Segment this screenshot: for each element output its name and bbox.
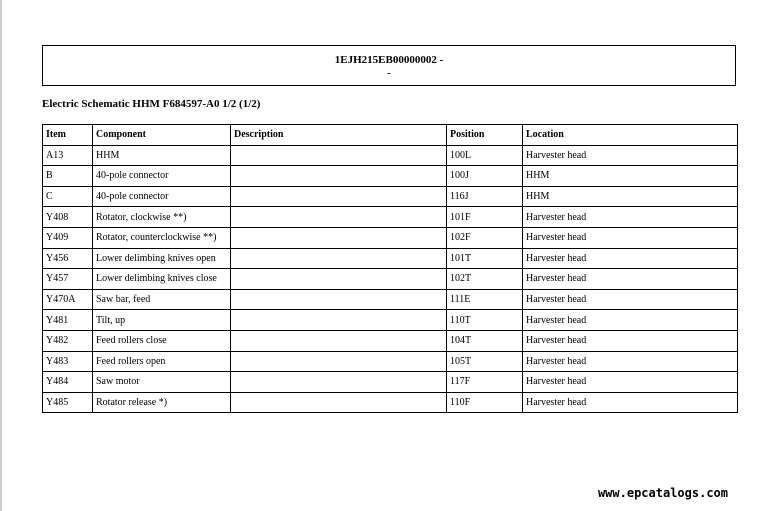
table-row <box>43 392 738 413</box>
cell-position: 110F <box>447 392 523 413</box>
watermark-url: www.epcatalogs.com <box>597 486 728 500</box>
cell-description <box>231 289 447 310</box>
cell-description <box>231 392 447 413</box>
cell-location: HHM <box>523 166 738 187</box>
cell-component: Saw bar, feed <box>93 289 231 310</box>
cell-location: HHM <box>523 186 738 207</box>
cell-location: Harvester head <box>523 289 738 310</box>
cell-description <box>231 207 447 228</box>
column-header-item: Item <box>43 125 93 146</box>
page-edge-rule <box>0 0 2 511</box>
cell-item: Y408 <box>43 207 93 228</box>
cell-position: 102F <box>447 227 523 248</box>
column-header-component: Component <box>93 125 231 146</box>
page-title: Electric Schematic HHM F684597-A0 1/2 (1/2) <box>42 98 261 110</box>
cell-position: 111E <box>447 289 523 310</box>
cell-item: Y470A <box>43 289 93 310</box>
cell-component: 40-pole connector <box>93 186 231 207</box>
cell-component: Tilt, up <box>93 310 231 331</box>
cell-position: 101T <box>447 248 523 269</box>
cell-component: Saw motor <box>93 372 231 393</box>
cell-position: 102T <box>447 269 523 290</box>
table-row <box>43 227 738 248</box>
document-code-sub: - <box>387 67 391 79</box>
cell-position: 105T <box>447 351 523 372</box>
cell-location: Harvester head <box>523 351 738 372</box>
cell-location: Harvester head <box>523 392 738 413</box>
table-row <box>43 248 738 269</box>
cell-location: Harvester head <box>523 310 738 331</box>
cell-location: Harvester head <box>523 372 738 393</box>
cell-location: Harvester head <box>523 330 738 351</box>
table-row <box>43 207 738 228</box>
cell-position: 117F <box>447 372 523 393</box>
cell-component: Lower delimbing knives close <box>93 269 231 290</box>
cell-description <box>231 269 447 290</box>
cell-item: Y481 <box>43 310 93 331</box>
cell-description <box>231 248 447 269</box>
cell-description <box>231 330 447 351</box>
cell-location: Harvester head <box>523 248 738 269</box>
cell-description <box>231 166 447 187</box>
table-row <box>43 330 738 351</box>
table-row <box>43 186 738 207</box>
cell-item: C <box>43 186 93 207</box>
document-code: 1EJH215EB00000002 - <box>334 54 444 66</box>
cell-item: Y457 <box>43 269 93 290</box>
cell-position: 100J <box>447 166 523 187</box>
cell-location: Harvester head <box>523 227 738 248</box>
column-header-location: Location <box>523 125 738 146</box>
cell-location: Harvester head <box>523 207 738 228</box>
table-row <box>43 145 738 166</box>
cell-item: Y484 <box>43 372 93 393</box>
table-row <box>43 289 738 310</box>
cell-component: 40-pole connector <box>93 166 231 187</box>
table-row <box>43 269 738 290</box>
cell-description <box>231 145 447 166</box>
table-row <box>43 166 738 187</box>
cell-position: 116J <box>447 186 523 207</box>
column-header-position: Position <box>447 125 523 146</box>
cell-item: Y456 <box>43 248 93 269</box>
table-row <box>43 372 738 393</box>
cell-description <box>231 351 447 372</box>
cell-component: Rotator, clockwise **) <box>93 207 231 228</box>
cell-item: Y482 <box>43 330 93 351</box>
cell-item: Y485 <box>43 392 93 413</box>
table-row <box>43 310 738 331</box>
cell-item: Y409 <box>43 227 93 248</box>
cell-component: Lower delimbing knives open <box>93 248 231 269</box>
table-header-row <box>43 125 738 146</box>
document-header-box <box>42 45 736 86</box>
cell-component: Rotator release *) <box>93 392 231 413</box>
components-table <box>42 124 738 413</box>
cell-component: Feed rollers close <box>93 330 231 351</box>
cell-position: 104T <box>447 330 523 351</box>
table-row <box>43 351 738 372</box>
cell-description <box>231 372 447 393</box>
cell-component: Rotator, counterclockwise **) <box>93 227 231 248</box>
cell-position: 101F <box>447 207 523 228</box>
cell-position: 100L <box>447 145 523 166</box>
cell-position: 110T <box>447 310 523 331</box>
column-header-description: Description <box>231 125 447 146</box>
cell-location: Harvester head <box>523 145 738 166</box>
cell-description <box>231 186 447 207</box>
cell-item: Y483 <box>43 351 93 372</box>
cell-item: B <box>43 166 93 187</box>
cell-item: A13 <box>43 145 93 166</box>
cell-component: HHM <box>93 145 231 166</box>
cell-component: Feed rollers open <box>93 351 231 372</box>
cell-description <box>231 310 447 331</box>
cell-description <box>231 227 447 248</box>
cell-location: Harvester head <box>523 269 738 290</box>
